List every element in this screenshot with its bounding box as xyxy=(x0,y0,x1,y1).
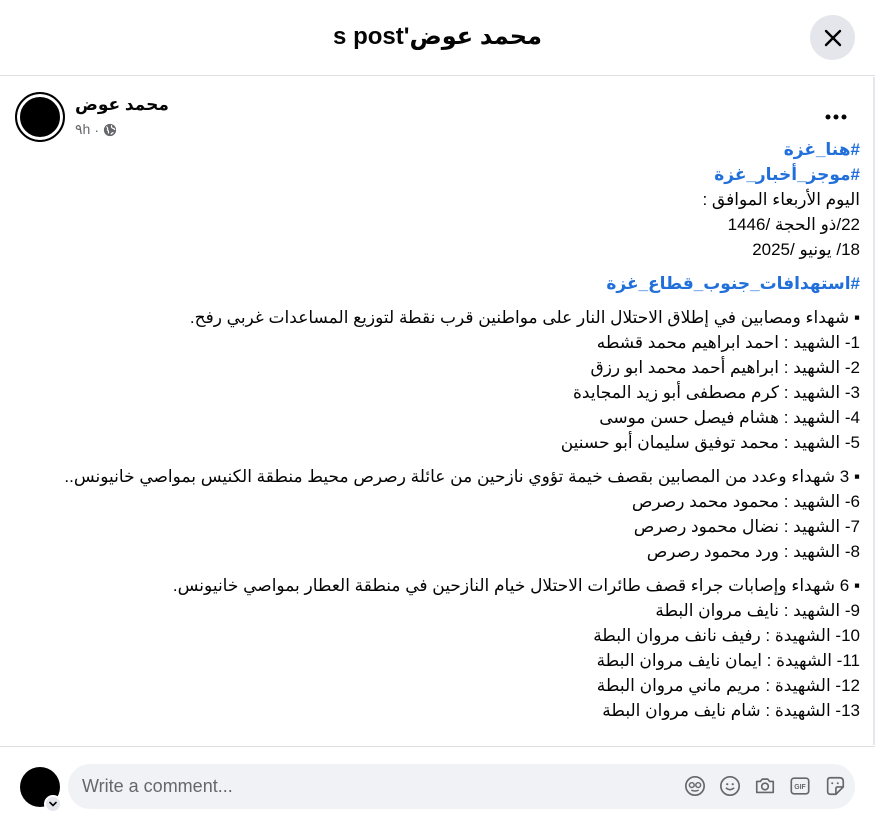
post-time[interactable]: ٩h xyxy=(75,121,91,137)
gif-button[interactable] xyxy=(788,773,812,799)
hashtag-link[interactable]: #هنا_غزة xyxy=(783,140,860,159)
list-item: 1- الشهيد : احمد ابراهيم محمد قشطه xyxy=(596,333,860,352)
emoji-icon xyxy=(719,775,741,797)
list-item: 3- الشهيد : كرم مصطفى أبو زيد المجايدة xyxy=(573,383,860,402)
sticker-button[interactable] xyxy=(823,773,847,799)
author-name[interactable]: محمد عوض xyxy=(75,95,169,114)
svg-text:GIF: GIF xyxy=(794,784,806,792)
sticker-icon xyxy=(824,775,846,797)
chevron-down-icon xyxy=(48,799,58,809)
post-text xyxy=(60,137,860,723)
close-button[interactable] xyxy=(810,15,855,60)
comment-input[interactable] xyxy=(82,764,642,809)
post-dialog-header xyxy=(0,0,875,76)
list-item: 12- الشهيدة : مريم ماني مروان البطة xyxy=(596,676,860,695)
hashtag-link[interactable]: #استهدافات_جنوب_قطاع_غزة xyxy=(606,274,860,293)
list-item: 13- الشهيدة : شام نايف مروان البطة xyxy=(602,701,860,720)
meta-separator: · xyxy=(94,121,99,138)
close-icon xyxy=(823,28,843,48)
camera-icon xyxy=(754,775,776,797)
comment-composer xyxy=(0,746,875,832)
post-meta xyxy=(75,121,117,138)
list-item: 6- الشهيد : محمود محمد رصرص xyxy=(631,492,860,511)
date-line: 18/ يونيو /2025 xyxy=(752,240,860,259)
more-dots-icon xyxy=(825,114,847,120)
globe-icon[interactable] xyxy=(103,123,117,137)
list-item: 10- الشهيدة : رفيف نانف مروان البطة xyxy=(593,626,860,645)
more-options-button[interactable] xyxy=(824,105,848,129)
list-item: 7- الشهيد : نضال محمود رصرص xyxy=(633,517,860,536)
photo-button[interactable] xyxy=(753,773,777,799)
avatar-sticker-button[interactable] xyxy=(683,773,707,799)
section-heading: ▪︎ شهداء ومصابين في إطلاق الاحتلال النار على مواطنين قرب نقطة لتوزيع المساعدات غربي رفح. xyxy=(189,308,860,327)
section-heading: ▪︎ 3 شهداء وعدد من المصابين بقصف خيمة تؤوي نازحين من عائلة رصرص محيط منطقة الكنيس بمواصي خانيونس.. xyxy=(64,467,860,486)
comment-tools xyxy=(683,773,847,799)
list-item: 4- الشهيد : هشام فيصل حسن موسى xyxy=(599,408,860,427)
avatar-sticker-icon xyxy=(684,775,706,797)
comment-box[interactable] xyxy=(68,764,855,809)
author-avatar[interactable] xyxy=(15,92,65,142)
account-switch-button[interactable] xyxy=(44,795,62,813)
hashtag-link[interactable]: #موجز_أخبار_غزة xyxy=(714,165,860,184)
date-line: اليوم الأربعاء الموافق : xyxy=(702,190,860,209)
list-item: 11- الشهيدة : ايمان نايف مروان البطة xyxy=(596,651,860,670)
emoji-button[interactable] xyxy=(718,773,742,799)
list-item: 2- الشهيد : ابراهيم أحمد محمد ابو رزق xyxy=(590,358,860,377)
section-heading: ▪︎ 6 شهداء وإصابات جراء قصف طائرات الاحتلال خيام النازحين في منطقة العطار بمواصي خانيونس. xyxy=(172,576,860,595)
list-item: 8- الشهيد : ورد محمود رصرص xyxy=(646,542,860,561)
list-item: 9- الشهيد : نايف مروان البطة xyxy=(655,601,860,620)
date-line: 22/ذو الحجة /1446 xyxy=(727,215,860,234)
post-content[interactable] xyxy=(0,77,875,745)
list-item: 5- الشهيد : محمد توفيق سليمان أبو حسنين xyxy=(560,433,860,452)
gif-icon xyxy=(789,775,811,797)
dialog-title: محمد عوض's post xyxy=(333,23,542,50)
